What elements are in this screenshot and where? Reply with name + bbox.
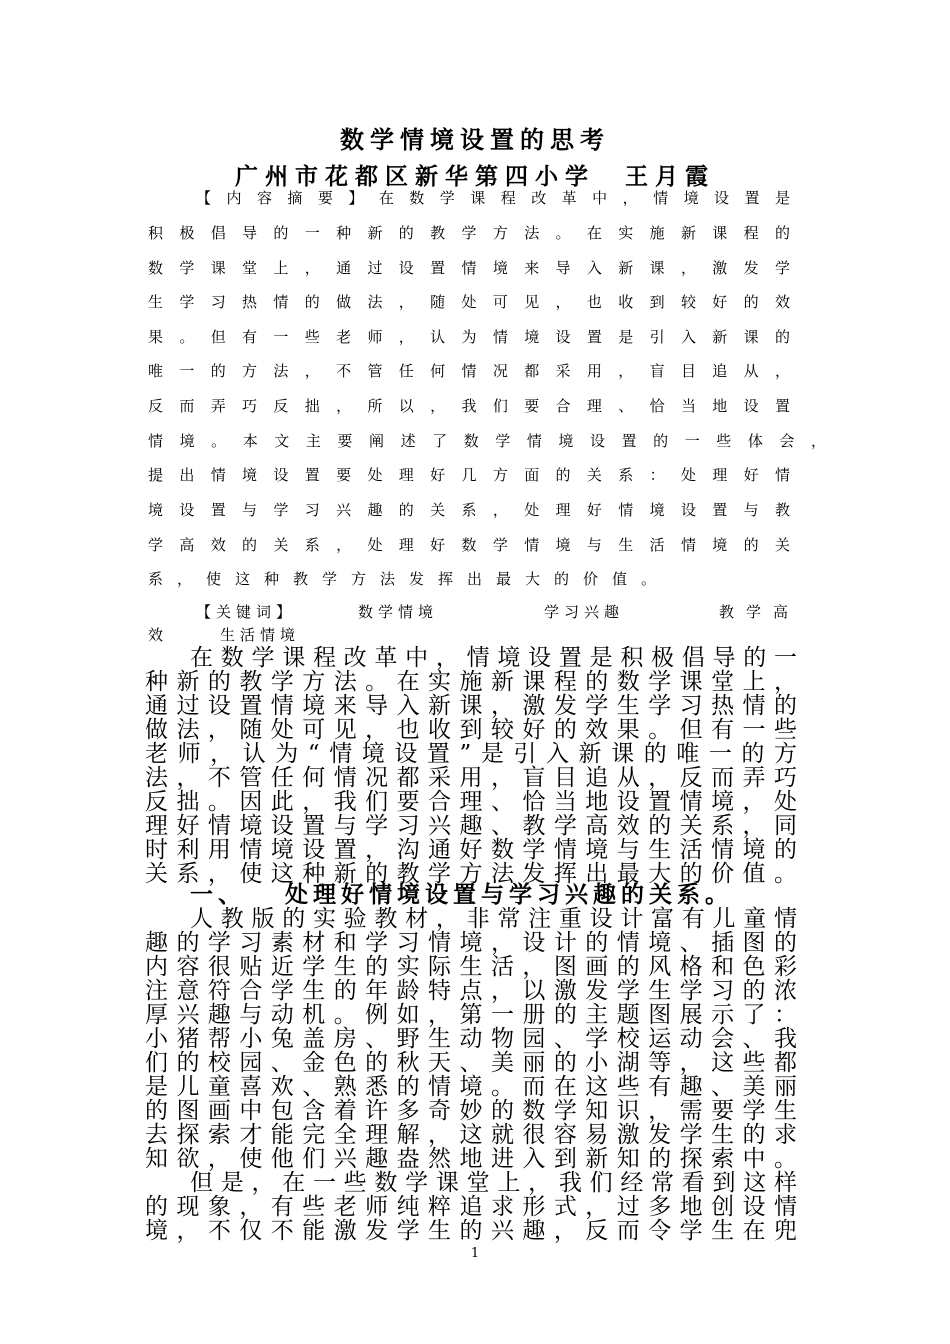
body-line: 理好情境设置与学习兴趣、教学高效的关系，同	[145, 813, 797, 839]
section-heading	[190, 882, 733, 908]
body-line: 但是，在一些数学课堂上，我们经常看到这样	[190, 1170, 797, 1196]
keyword: 学习兴趣	[544, 603, 625, 621]
abstract-line: 境设置与学习兴趣的关系，处理好情境设置与教	[148, 501, 790, 519]
body-line: 内容很贴近学生的实际生活，图画的风格和色彩	[145, 954, 797, 980]
body-line: 去探索才能完全理解，这就很容易激发学生的求	[145, 1122, 797, 1148]
body-line: 的现象，有些老师纯粹追求形式，过多地创设情	[145, 1194, 797, 1220]
abstract-line: 【内容摘要】在数学课程改革中，情境设置是	[196, 189, 790, 207]
keywords-line	[196, 601, 801, 623]
abstract-line: 提出情境设置要处理好几方面的关系：处理好情	[148, 466, 790, 484]
keyword: 教学高	[719, 603, 801, 621]
abstract-line: 生学习热情的做法，随处可见，也收到较好的效	[148, 293, 790, 311]
section-title: 处理好情境设置与学习兴趣的关系。	[285, 882, 733, 908]
abstract-line: 系，使这种教学方法发挥出最大的价值。	[148, 570, 671, 588]
abstract-line: 积极倡导的一种新的教学方法。在实施新课程的	[148, 224, 790, 242]
keyword-tail: 效	[148, 626, 169, 644]
body-line: 做法，随处可见，也收到较好的效果。但有一些	[145, 717, 797, 743]
abstract-line: 数学课堂上，通过设置情境来导入新课，激发学	[148, 259, 790, 277]
section-number: 一、	[190, 882, 246, 908]
body-line: 注意符合学生的年龄特点，以激发学生学习的浓	[145, 978, 797, 1004]
body-line: 种新的教学方法。在实施新课程的数学课堂上，	[145, 669, 797, 695]
body-line: 人教版的实验教材，非常注重设计富有儿童情	[190, 906, 797, 932]
keyword: 数学情境	[358, 603, 439, 621]
body-line: 在数学课程改革中，情境设置是积极倡导的一	[190, 645, 797, 671]
body-line: 是儿童喜欢、熟悉的情境。而在这些有趣、美丽	[145, 1074, 797, 1100]
body-line: 法，不管任何情况都采用，盲目追从，反而弄巧	[145, 765, 797, 791]
abstract-line: 唯一的方法，不管任何情况都采用，盲目追从，	[148, 362, 790, 380]
body-line: 关系，使这种新的教学方法发挥出最大的价值。	[145, 861, 797, 887]
body-line: 趣的学习素材和学习情境，设计的情境、插图的	[145, 930, 797, 956]
abstract-line: 果。但有一些老师，认为情境设置是引入新课的	[148, 328, 790, 346]
body-line: 知欲，使他们兴趣盎然地进入到新知的探索中。	[145, 1146, 797, 1172]
body-line: 老师，认为“情境设置”是引入新课的唯一的方	[145, 741, 797, 767]
abstract-line: 情境。本文主要阐述了数学情境设置的一些体会，	[148, 432, 826, 450]
body-line: 通过设置情境来导入新课，激发学生学习热情的	[145, 693, 797, 719]
body-line: 小猪帮小兔盖房、野生动物园、学校运动会、我	[145, 1026, 797, 1052]
abstract-line: 学高效的关系，处理好数学情境与生活情境的关	[148, 536, 790, 554]
abstract-line: 反而弄巧反拙，所以，我们要合理、恰当地设置	[148, 397, 790, 415]
document-title: 数学情境设置的思考	[340, 126, 610, 154]
body-line: 的图画中包含着许多奇妙的数学知识，需要学生	[145, 1098, 797, 1124]
body-line: 厚兴趣与动机。例如，第一册的主题图展示了：	[145, 1002, 797, 1028]
author-line: 广州市花都区新华第四小学 王月霞	[235, 164, 715, 190]
keyword: 生活情境	[220, 626, 301, 644]
body-line: 时利用情境设置，沟通好数学情境与生活情境的	[145, 837, 797, 863]
keywords-line-2	[148, 624, 300, 646]
page-number: 1	[470, 1246, 480, 1261]
body-line: 们的校园、金色的秋天、美丽的小湖等，这些都	[145, 1050, 797, 1076]
body-line: 反拙。因此，我们要合理、恰当地设置情境，处	[145, 789, 797, 815]
body-line: 境，不仅不能激发学生的兴趣，反而令学生在兜	[145, 1218, 797, 1244]
keywords-label: 【关键词】	[196, 603, 297, 621]
